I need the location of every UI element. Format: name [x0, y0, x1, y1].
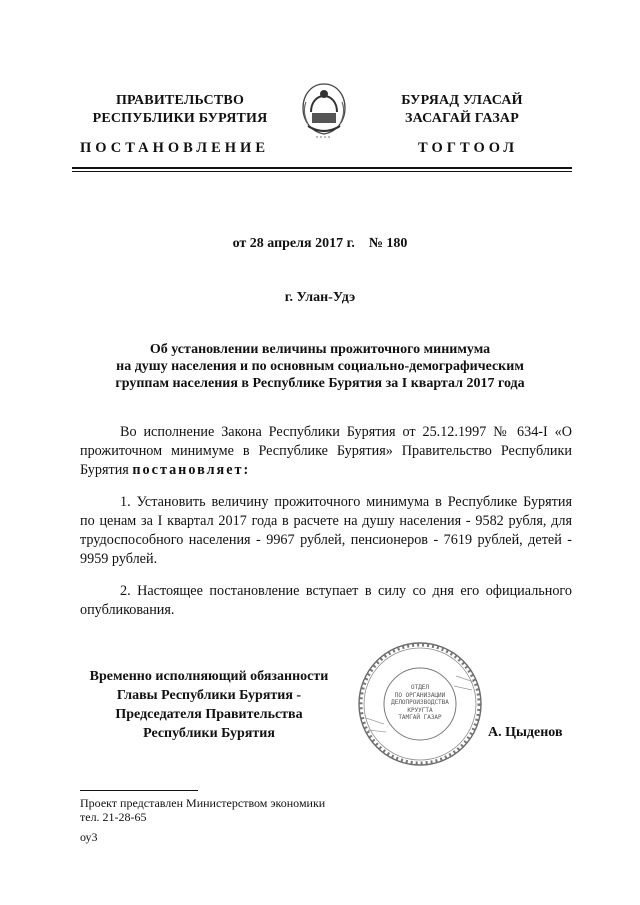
decree-item-2: 2. Настоящее постановление вступает в силу со дня его официального опубликования.: [80, 583, 572, 618]
decree-item-1: 1. Установить величину прожиточного минимума в Республике Бурятия по ценам за I квартал 2017 года в расчете на душу населения - 9582 рубля, для трудоспособного населения - 9967 рублей, пенсионеров - 7619 рублей, детей - 9959 рублей.: [80, 494, 572, 567]
header-left-line2: РЕСПУБЛИКИ БУРЯТИЯ: [92, 111, 268, 126]
signatory-line4: Республики Бурятия: [143, 726, 275, 741]
seal-line-5: ТАМГАЙ ГАЗАР: [398, 714, 442, 721]
signatory-line2: Главы Республики Бурятия -: [116, 688, 302, 703]
seal-line-4: КРУУГТА: [407, 706, 433, 714]
header-left-line1: ПРАВИТЕЛЬСТВО: [115, 93, 245, 108]
city: г. Улан-Удэ: [284, 290, 356, 305]
seal-inner-text: [386, 684, 454, 722]
title-line2: на душу населения и по основным социально-демографическим: [116, 359, 524, 374]
header-rule-thick: [72, 167, 572, 169]
title-line3: группам населения в Республике Бурятия за I квартал 2017 года: [115, 376, 525, 391]
footer-block: [80, 796, 325, 844]
signatory-position: [78, 667, 340, 743]
header-right-line2: ЗАСАГАЙ ГАЗАР: [404, 111, 519, 126]
official-seal-stamp: [356, 640, 484, 768]
seal-line-1: ОТДЕЛ: [410, 684, 430, 691]
seal-line-3: ДЕЛОПРОИЗВОДСТВА: [391, 699, 449, 706]
footer-line1: Проект представлен Министерством экономики: [80, 796, 326, 810]
doc-type-right: ТОГТООЛ: [418, 140, 519, 156]
date-number: от 28 апреля 2017 г. № 180: [232, 236, 408, 251]
footer-rule: [80, 790, 198, 791]
intro-paragraph: [80, 423, 572, 480]
header-rule-thin: [72, 171, 572, 172]
signatory-line1: Временно исполняющий обязанности: [89, 669, 329, 684]
header-right-line1: БУРЯАД УЛАСАЙ: [401, 93, 523, 108]
doc-type-left: ПОСТАНОВЛЕНИЕ: [80, 140, 270, 156]
document-title: [60, 341, 580, 392]
coat-of-arms-emblem: [298, 82, 350, 144]
signatory-name: А. Цыденов: [488, 725, 563, 740]
seal-line-2: ПО ОРГАНИЗАЦИИ: [394, 691, 446, 699]
header-left-title: [80, 92, 280, 128]
intro-decree-word: постановляет:: [132, 462, 251, 478]
header-right-title: [362, 92, 562, 128]
intro-text: Во исполнение Закона Республики Бурятия от 25.12.1997 № 634-I «О прожиточном минимуме в Республике Бурятия» Правительство Республики Бурятия: [80, 424, 572, 478]
footer-line2: тел. 21-28-65: [80, 810, 147, 824]
signatory-line3: Председателя Правительства: [115, 707, 303, 722]
title-line1: Об установлении величины прожиточного минимума: [149, 342, 491, 357]
footer-line3: оу3: [80, 830, 98, 844]
